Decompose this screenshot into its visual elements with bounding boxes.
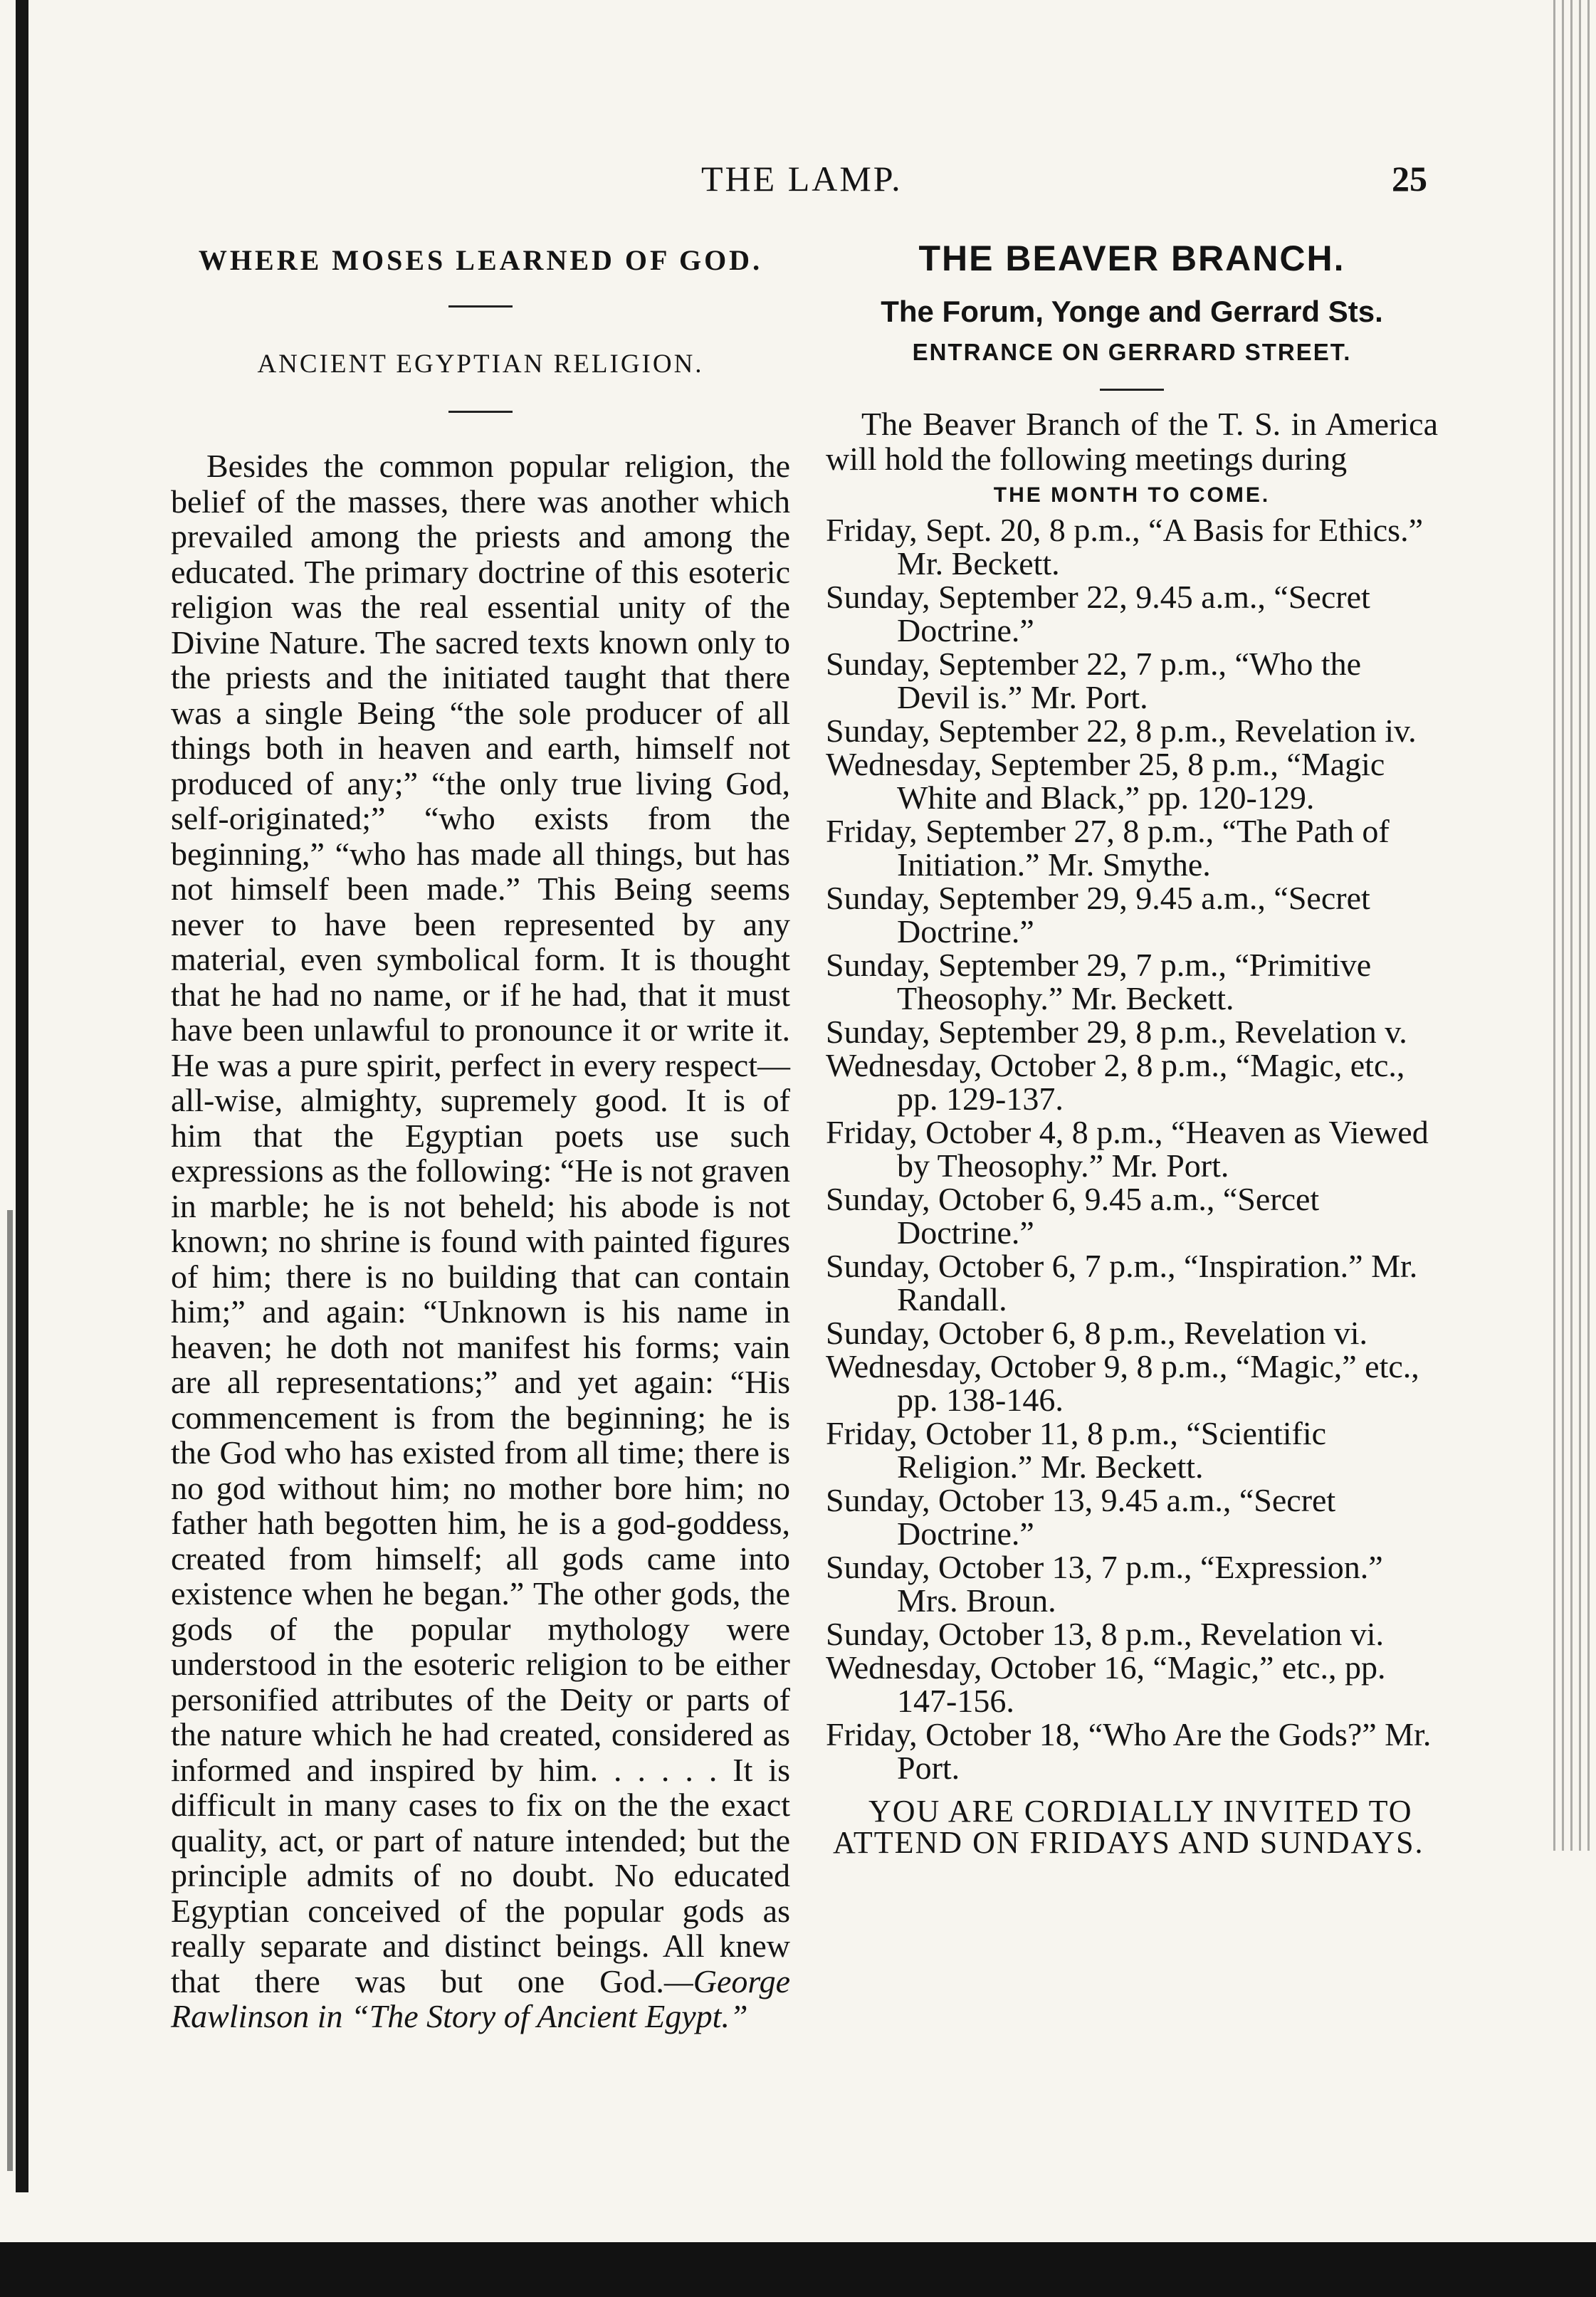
article-title: WHERE MOSES LEARNED OF GOD. xyxy=(198,244,763,276)
binding-shadow xyxy=(7,1210,13,2171)
month-heading: THE MONTH TO COME. xyxy=(993,483,1271,507)
venue: The Forum, Yonge and Gerrard Sts. xyxy=(881,295,1383,328)
meeting-item: Sunday, October 13, 7 p.m., “Expression.” Mrs. Broun. xyxy=(826,1549,1383,1619)
article-subtitle: ANCIENT EGYPTIAN RELIGION. xyxy=(257,349,704,379)
invitation: YOU ARE CORDIALLY INVITED TO ATTEND ON FRIDAYS AND SUNDAYS. xyxy=(833,1794,1424,1860)
meeting-item: Friday, October 18, “Who Are the Gods?” Mr. Port. xyxy=(826,1716,1432,1786)
meeting-item: Wednesday, October 2, 8 p.m., “Magic, etc., pp. 129-137. xyxy=(826,1047,1405,1117)
meeting-item: Sunday, October 13, 8 p.m., Revelation vi. xyxy=(826,1616,1384,1652)
bottom-edge-bar xyxy=(0,2242,1596,2297)
subtitle-rule xyxy=(448,411,513,413)
meeting-item: Wednesday, September 25, 8 p.m., “Magic White and Black,” pp. 120-129. xyxy=(826,746,1385,816)
meeting-item: Wednesday, October 9, 8 p.m., “Magic,” etc., pp. 138-146. xyxy=(826,1348,1419,1418)
meeting-item: Friday, October 4, 8 p.m., “Heaven as Viewed by Theosophy.” Mr. Port. xyxy=(826,1114,1429,1184)
meeting-item: Sunday, October 6, 9.45 a.m., “Sercet Doctrine.” xyxy=(826,1181,1320,1251)
notice-title: THE BEAVER BRANCH. xyxy=(918,238,1345,278)
page-number: 25 xyxy=(1392,159,1427,199)
publication-title: THE LAMP. xyxy=(701,159,903,199)
meeting-item: Friday, September 27, 8 p.m., “The Path of Initiation.” Mr. Smythe. xyxy=(826,813,1390,883)
meeting-item: Sunday, September 29, 7 p.m., “Primitive Theosophy.” Mr. Beckett. xyxy=(826,947,1372,1016)
notice-intro: The Beaver Branch of the T. S. in America will hold the following meetings during xyxy=(826,406,1438,477)
meeting-item: Sunday, September 22, 9.45 a.m., “Secret Doctrine.” xyxy=(826,579,1370,648)
meeting-item: Sunday, October 6, 7 p.m., “Inspiration.” Mr. Randall. xyxy=(826,1248,1418,1318)
notice-rule xyxy=(1100,389,1164,391)
article-text: Besides the common popular religion, the belief of the masses, there was another which prevailed among the priests and among the educated. The primary doctrine of this esoteric religion was the real essential unity of the Divine Nature. The sacred texts known only to the priests and the initiated taught that there was a single Being “the sole producer of all things both in heaven and earth, himself not produced of any;” “the only true living God, self-originated;” “who exists from the beginning,” “who has made all things, but has not himself been made.” This Being seems never to have been represented by any material, even symbolical form. It is thought that he had no name, or if he had, that it must have been unlawful to pronounce it or write it. He was a pure spirit, perfect in every respect—all-wise, almighty, supremely good. It is of him that the Egyptian poets use such expressions as the following: “He is not graven in marble; he is not beheld; his abode is not known; no shrine is found with painted figures of him; there is no building that can contain him;” and again: “Unknown is his name in heaven; he doth not manifest his forms; vain are all representations;” and yet again: “His commencement is from the beginning; he is the God who has existed from all time; there is no god without him; no mother bore him; no father hath begotten him, he is a god-goddess, created from himself; all gods came into existence when he began.” The other gods, the gods of the popular mythology were understood in the esoteric religion to be either personified attributes of the Deity or parts of the nature which he had created, considered as informed and inspired by him. . . . . . It is difficult in many cases to fix on the the exact quality, act, or part of nature intended; but the principle admits of no doubt. No educated Egyptian conceived of the popular gods as really separate and distinct beings. All knew that there was but one God. xyxy=(171,448,790,1999)
meeting-item: Sunday, September 22, 8 p.m., Revelation iv. xyxy=(826,713,1417,749)
meeting-item: Sunday, September 29, 9.45 a.m., “Secret Doctrine.” xyxy=(826,880,1370,950)
meeting-item: Sunday, September 22, 7 p.m., “Who the Devil is.” Mr. Port. xyxy=(826,646,1362,715)
running-head xyxy=(0,158,1596,208)
article-attribution: —George Rawlinson in “The Story of Ancient Egypt.” xyxy=(171,1962,790,2034)
meeting-item: Friday, October 11, 8 p.m., “Scientific Religion.” Mr. Beckett. xyxy=(826,1415,1327,1485)
title-rule xyxy=(448,305,513,308)
meeting-list xyxy=(826,513,1438,1784)
facing-page-edge xyxy=(1553,0,1596,1851)
page-edge-rule xyxy=(16,0,28,2192)
notice-column xyxy=(826,235,1438,1859)
meeting-item: Friday, Sept. 20, 8 p.m., “A Basis for Ethics.” Mr. Beckett. xyxy=(826,512,1423,582)
entrance-note: ENTRANCE ON GERRARD STREET. xyxy=(912,339,1352,365)
meeting-item: Wednesday, October 16, “Magic,” etc., pp. 147-156. xyxy=(826,1649,1386,1719)
article-column xyxy=(171,235,790,2034)
meeting-item: Sunday, September 29, 8 p.m., Revelation v. xyxy=(826,1014,1407,1050)
meeting-item: Sunday, October 13, 9.45 a.m., “Secret Doctrine.” xyxy=(826,1482,1336,1552)
article-body xyxy=(171,448,790,2034)
meeting-item: Sunday, October 6, 8 p.m., Revelation vi. xyxy=(826,1315,1367,1351)
